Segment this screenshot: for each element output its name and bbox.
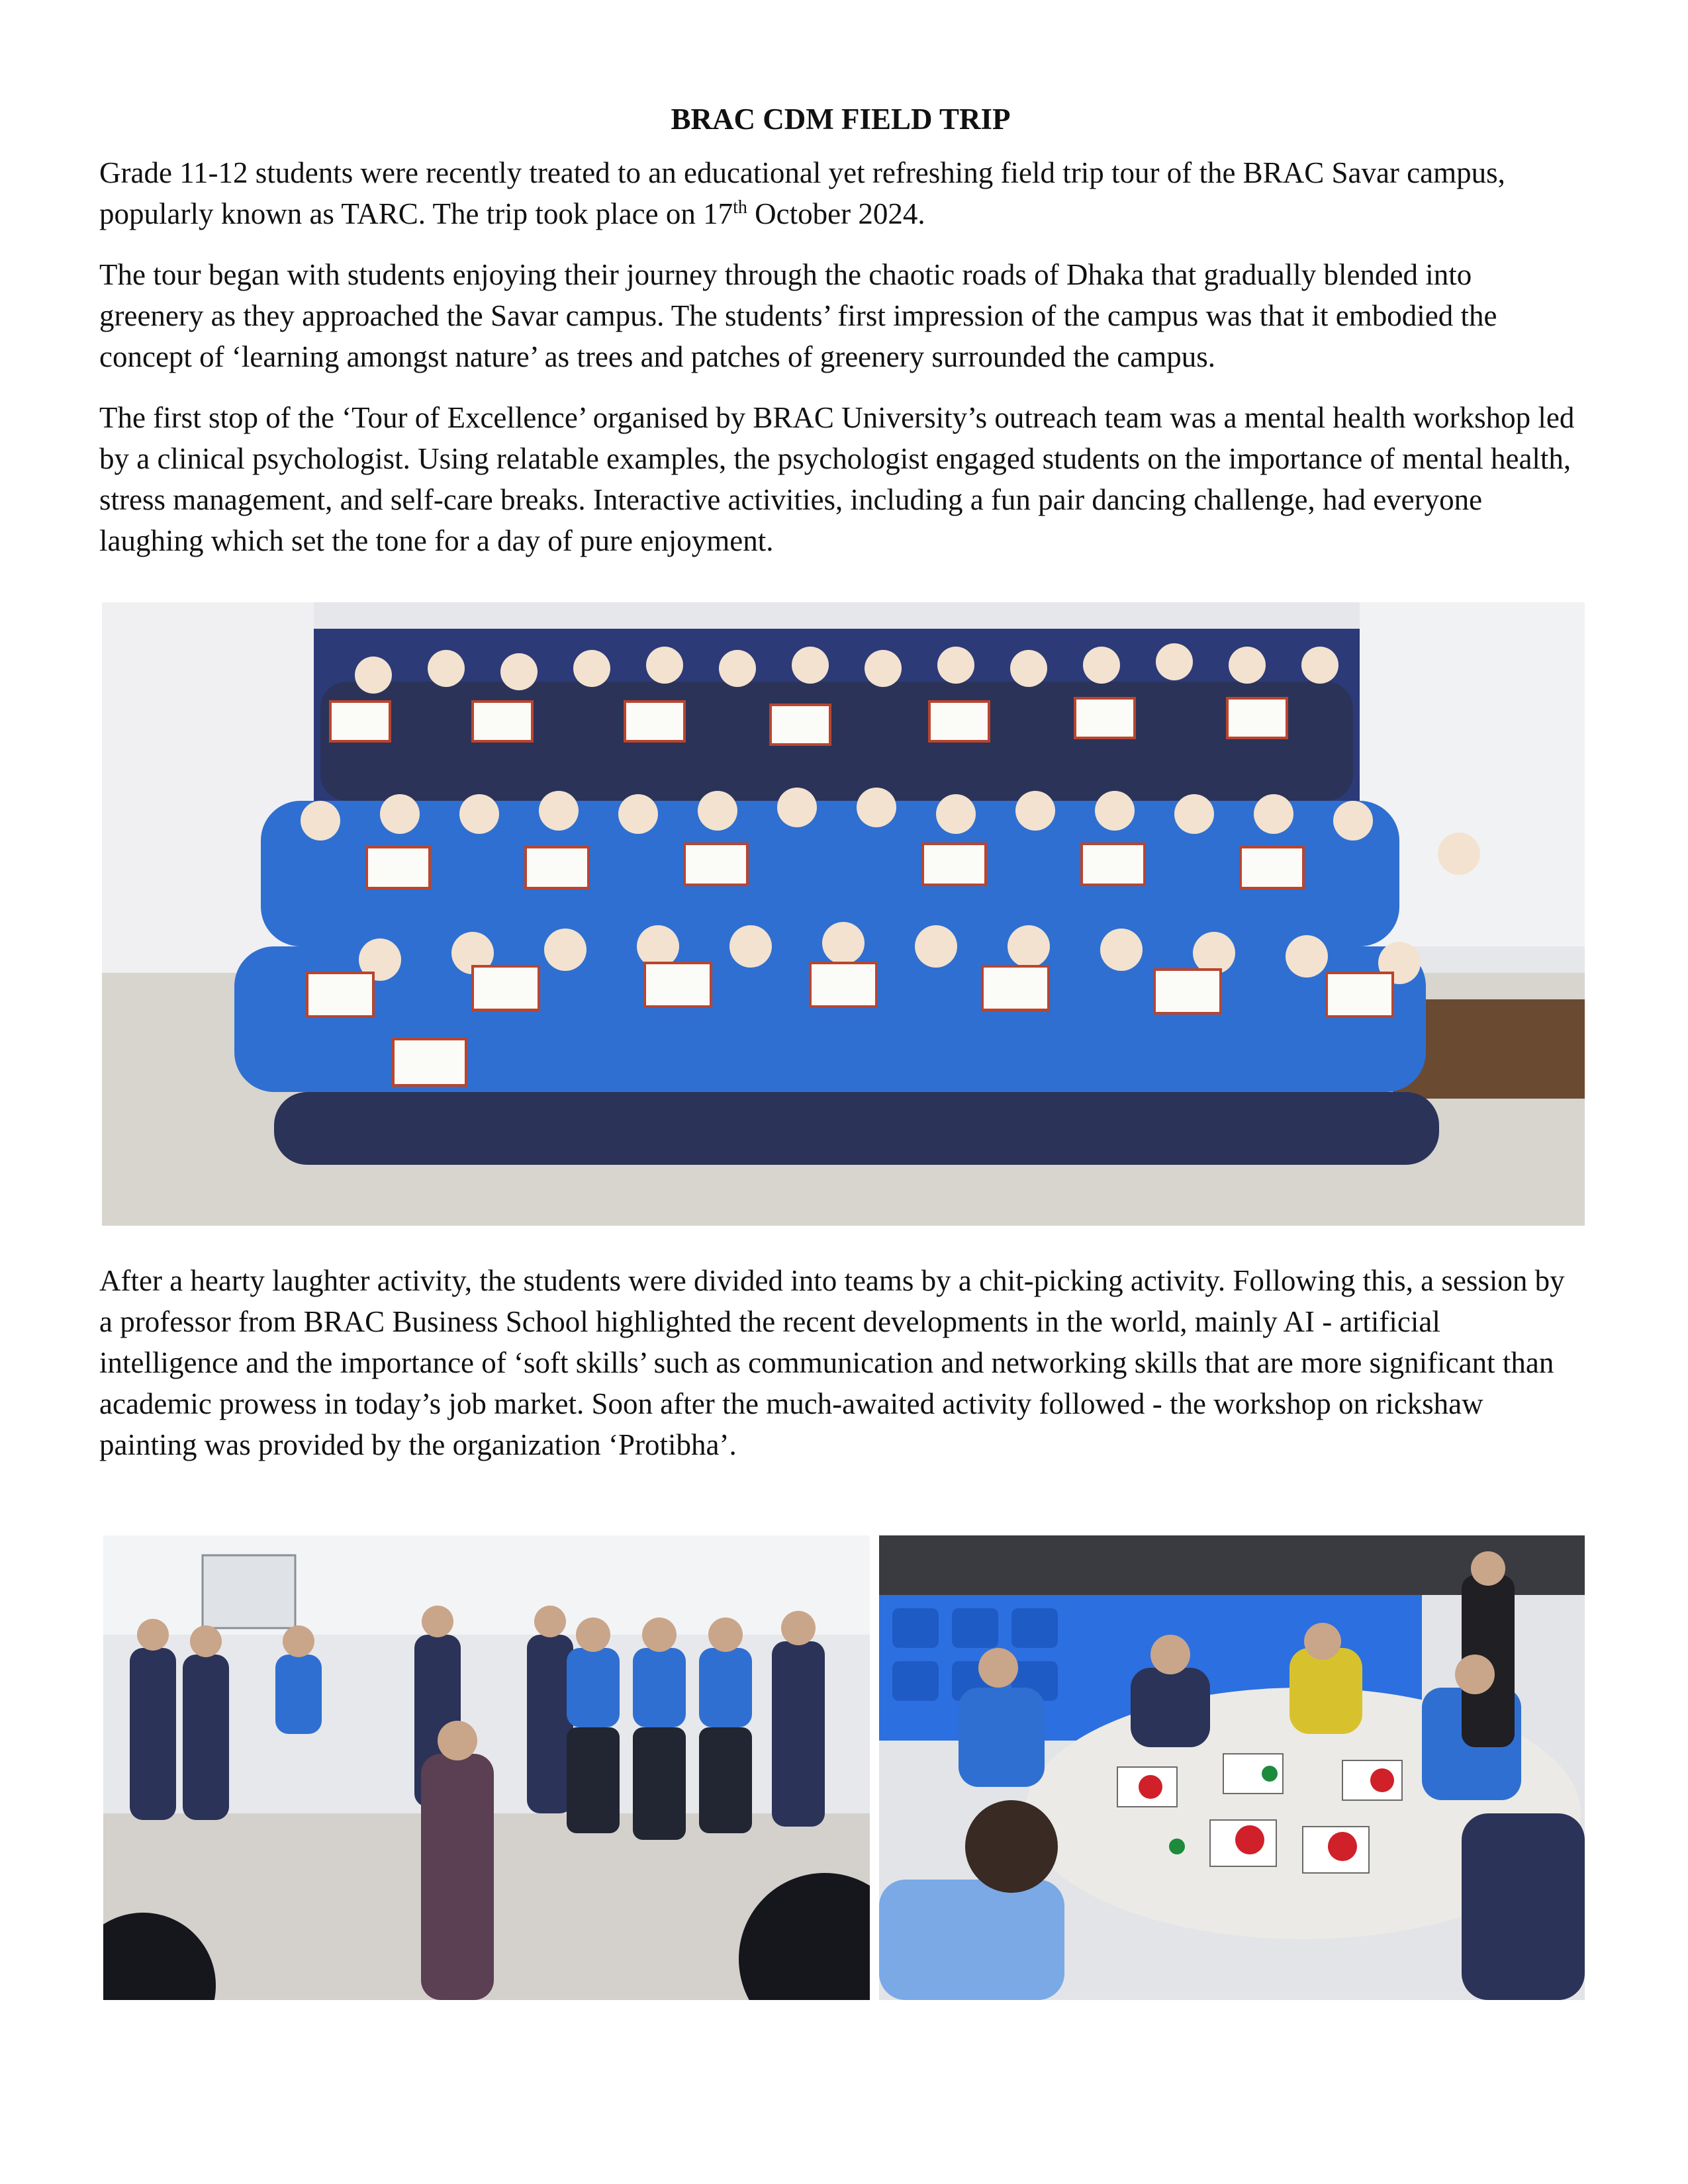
rickshaw-painting-photo (879, 1535, 1585, 2000)
page-title: BRAC CDM FIELD TRIP (671, 103, 1011, 136)
group-photo (102, 602, 1585, 1226)
group-photo-image (102, 602, 1585, 1226)
date-ordinal-suffix: th (733, 197, 747, 218)
document-page (99, 99, 1582, 581)
laughter-activity-image (103, 1535, 870, 2000)
paragraph-intro (99, 152, 1582, 234)
paragraph-journey: The tour began with students enjoying their journey through the chaotic roads of Dhaka that gradually blended into greenery as they approached the Savar campus. The students’ first impression of the campus was that it embodied the concept of ‘learning amongst nature’ as trees and patches of greenery surrounded the campus. (99, 258, 1497, 373)
paragraph-intro-date: October 2024. (747, 197, 925, 230)
paragraph-intro-text: Grade 11-12 students were recently treated to an educational yet refreshing field trip tour of the BRAC Savar campus, popularly known as TARC. The trip took place on 17 (99, 156, 1505, 230)
paragraph-sessions: After a hearty laughter activity, the students were divided into teams by a chit-picking activity. Following this, a session by a professor from BRAC Business School highlighted the recent developments in the world, mainly AI - artificial intelligence and the importance of ‘soft skills’ such as communication and networking skills that are more significant than academic prowess in today’s job market. Soon after the much-awaited activity followed - the workshop on rickshaw painting was provided by the organization ‘Protibha’. (99, 1264, 1565, 1461)
laughter-activity-photo (103, 1535, 870, 2000)
paragraph-workshop: The first stop of the ‘Tour of Excellence’ organised by BRAC University’s outreach team was a mental health workshop led by a clinical psychologist. Using relatable examples, the psychologist engaged students on the importance of mental health, stress management, and self-care breaks. Interactive activities, including a fun pair dancing challenge, had everyone laughing which set the tone for a day of pure enjoyment. (99, 401, 1575, 557)
rickshaw-painting-image (879, 1535, 1585, 2000)
